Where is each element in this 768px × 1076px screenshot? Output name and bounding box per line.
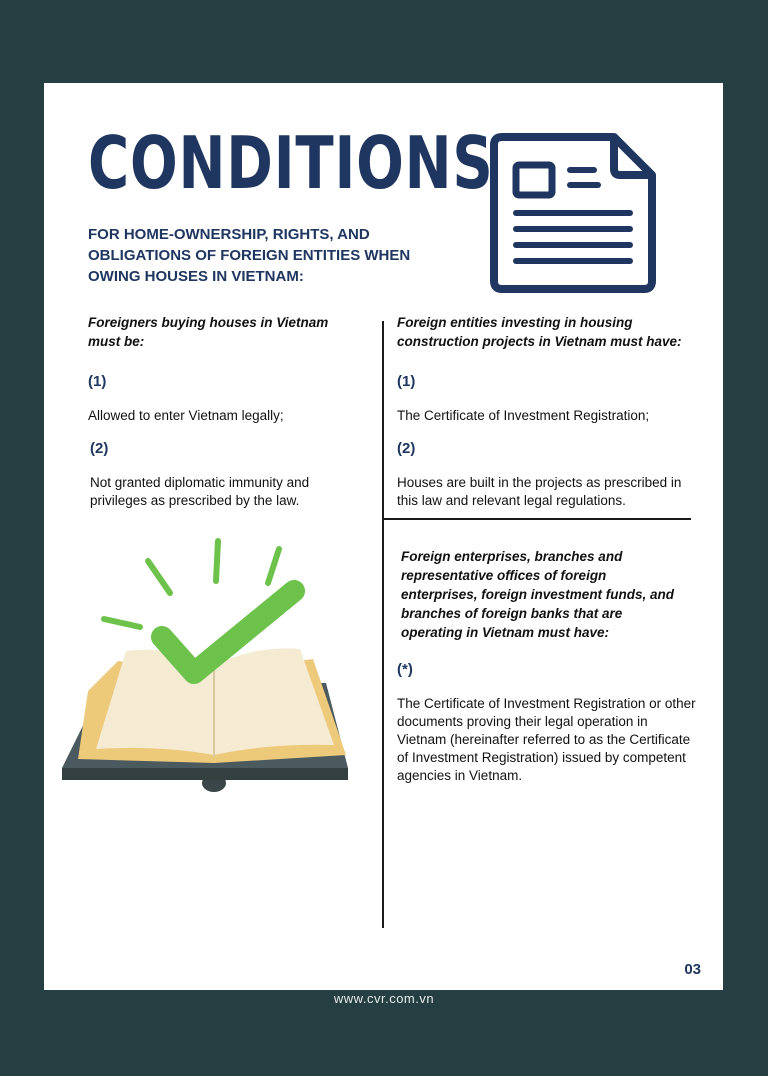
section-divider [382,518,691,520]
right-bottom-heading: Foreign enterprises, branches and representative offices of foreign enterprises, foreign investment funds, and branches of foreign banks that are operating in Vietnam must have: [401,549,675,640]
left-item-2-number: (2) [90,440,109,457]
left-heading: Foreigners buying houses in Vietnam must be: [88,315,329,349]
right-item-2-number: (2) [397,440,416,457]
checkmark-icon [98,533,308,703]
page-subtitle: FOR HOME-OWNERSHIP, RIGHTS, AND OBLIGATIONS OF FOREIGN ENTITIES WHEN OWING HOUSES IN VIETNAM: [88,226,411,285]
right-item-2-text: Houses are built in the projects as prescribed in this law and relevant legal regulations. [397,475,682,508]
footer-url[interactable]: www.cvr.com.vn [333,991,435,1006]
right-top-heading: Foreign entities investing in housing construction projects in Vietnam must have: [397,315,682,349]
right-bottom-number: (*) [397,661,413,678]
document-icon [488,133,658,293]
left-item-1-text: Allowed to enter Vietnam legally; [88,408,284,423]
left-item-2-text: Not granted diplomatic immunity and privileges as prescribed by the law. [90,475,310,508]
right-bottom-text: The Certificate of Investment Registration or other documents proving their legal operation in Vietnam (hereinafter referred to as the Certificate of Investment Registration) issued by competent agencies in Vietnam. [397,696,696,783]
left-item-1-number: (1) [88,373,107,390]
right-item-1-number: (1) [397,373,416,390]
column-divider [382,321,384,928]
page-title: CONDITIONS [88,121,494,205]
right-item-1-text: The Certificate of Investment Registration; [397,408,650,423]
document-page [44,83,723,990]
page-number: 03 [684,961,701,978]
